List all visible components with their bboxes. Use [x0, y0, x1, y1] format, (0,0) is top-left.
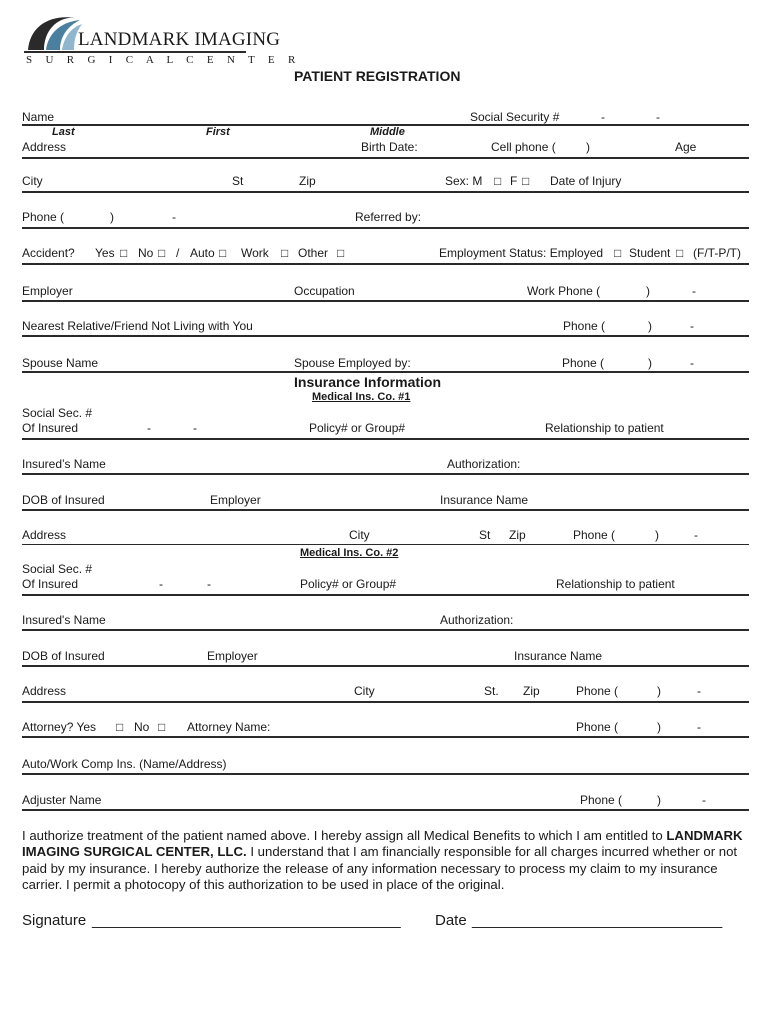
phone-label: Phone (	[22, 210, 65, 224]
relative-line[interactable]	[22, 335, 749, 337]
accident-yes-label: Yes	[95, 246, 115, 260]
student-label: Student	[629, 246, 671, 260]
attorney-yes-checkbox[interactable]: □	[116, 720, 124, 734]
accident-yes-checkbox[interactable]: □	[120, 246, 128, 260]
adjuster-phone-dash: -	[702, 793, 706, 807]
cell-phone-close: )	[586, 140, 590, 154]
ins1-dob-line[interactable]	[22, 509, 749, 511]
ssn-dash-1: -	[601, 110, 605, 124]
accident-line[interactable]	[22, 263, 749, 265]
ins1-st-label: St	[479, 528, 491, 542]
ins2-insureds-name-label: Insured's Name	[22, 613, 106, 627]
insurance-heading: Insurance Information	[294, 374, 442, 390]
ins1-address-label: Address	[22, 528, 67, 542]
spouse-employed-label: Spouse Employed by:	[294, 356, 411, 370]
sex-f-label: F	[510, 174, 518, 188]
birth-date-label: Birth Date:	[361, 140, 418, 154]
ins2-name-line[interactable]	[22, 629, 749, 631]
cell-phone-label: Cell phone (	[491, 140, 556, 154]
attorney-no-label: No	[134, 720, 150, 734]
attorney-label: Attorney? Yes	[22, 720, 97, 734]
attorney-phone-close: )	[657, 720, 661, 734]
employed-checkbox[interactable]: □	[614, 246, 622, 260]
ins2-insurance-name-label: Insurance Name	[514, 649, 603, 663]
ins2-authorization-label: Authorization:	[440, 613, 514, 627]
spouse-phone-dash: -	[690, 356, 694, 370]
ins1-insurance-name-label: Insurance Name	[440, 493, 529, 507]
ins1-phone-label: Phone (	[573, 528, 616, 542]
auto-checkbox[interactable]: □	[219, 246, 227, 260]
ins1-insureds-name-label: Insured’s Name	[22, 457, 106, 471]
sex-label: Sex: M	[445, 174, 483, 188]
work-phone-label: Work Phone (	[527, 284, 601, 298]
zip-label: Zip	[299, 174, 316, 188]
authorization-paragraph	[22, 828, 752, 894]
name-label: Name	[22, 110, 55, 124]
ins1-city-label: City	[349, 528, 370, 542]
phone-line[interactable]	[22, 227, 749, 229]
ins2-relationship-label: Relationship to patient	[556, 577, 675, 591]
ins2-ssn-dash-1: -	[159, 577, 163, 591]
ssn-label: Social Security #	[470, 110, 560, 124]
adjuster-label: Adjuster Name	[22, 793, 102, 807]
spouse-phone-close: )	[648, 356, 652, 370]
address-label: Address	[22, 140, 67, 154]
ins2-social-sec-label: Social Sec. #	[22, 562, 93, 576]
work-phone-close: )	[646, 284, 650, 298]
signature-line[interactable]: _____________________________________	[92, 912, 401, 929]
spouse-name-label: Spouse Name	[22, 356, 99, 370]
ins1-zip-label: Zip	[509, 528, 526, 542]
sex-m-checkbox[interactable]: □	[494, 174, 502, 188]
other-label: Other	[298, 246, 329, 260]
spouse-phone-label: Phone (	[562, 356, 605, 370]
occupation-label: Occupation	[294, 284, 355, 298]
ins2-dob-label: DOB of Insured	[22, 649, 105, 663]
spouse-line[interactable]	[22, 371, 749, 373]
ins2-phone-close: )	[657, 684, 661, 698]
date-line[interactable]: ______________________________	[472, 912, 723, 929]
attorney-line[interactable]	[22, 736, 749, 738]
ins1-ssn-dash-1: -	[147, 421, 151, 435]
employer-line[interactable]	[22, 300, 749, 302]
student-checkbox[interactable]: □	[676, 246, 684, 260]
employer-label: Employer	[22, 284, 73, 298]
adjuster-line[interactable]	[22, 809, 749, 811]
ins2-address-label: Address	[22, 684, 67, 698]
ft-pt-label: (F/T-P/T)	[693, 246, 741, 260]
city-line[interactable]	[22, 191, 749, 193]
ins1-name-line[interactable]	[22, 473, 749, 475]
work-label: Work	[241, 246, 269, 260]
employment-status-label: Employment Status: Employed	[439, 246, 604, 260]
ins1-ssn-line[interactable]	[22, 438, 749, 440]
ins1-ssn-dash-2: -	[193, 421, 197, 435]
st-label: St	[232, 174, 244, 188]
logo-name: LANDMARK IMAGING	[78, 29, 281, 50]
nearest-relative-label: Nearest Relative/Friend Not Living with You	[22, 319, 253, 333]
authorization-company-name: LANDMARK IMAGING SURGICAL CENTER, LLC.	[22, 828, 743, 860]
phone-close: )	[110, 210, 114, 224]
logo-subtitle: S U R G I C A L C E N T E R	[26, 54, 301, 66]
accident-no-label: No	[138, 246, 154, 260]
ins1-social-sec-label: Social Sec. #	[22, 406, 93, 420]
auto-work-comp-label: Auto/Work Comp Ins. (Name/Address)	[22, 757, 227, 771]
ins2-ssn-line[interactable]	[22, 594, 749, 596]
relative-phone-dash: -	[690, 319, 694, 333]
ins1-policy-label: Policy# or Group#	[309, 421, 406, 435]
city-label: City	[22, 174, 43, 188]
attorney-name-label: Attorney Name:	[187, 720, 271, 734]
ins1-employer-label: Employer	[210, 493, 261, 507]
phone-dash: -	[172, 210, 176, 224]
logo-divider	[24, 51, 246, 53]
ins2-zip-label: Zip	[523, 684, 540, 698]
referred-by-label: Referred by:	[355, 210, 422, 224]
date-label: Date	[435, 912, 467, 929]
adjuster-phone-label: Phone (	[580, 793, 623, 807]
ins2-address-line[interactable]	[22, 701, 749, 703]
auto-label: Auto	[190, 246, 215, 260]
accident-no-checkbox[interactable]: □	[158, 246, 166, 260]
ins1-authorization-label: Authorization:	[447, 457, 521, 471]
address-line[interactable]	[22, 157, 749, 159]
first-label: First	[206, 126, 230, 138]
ins1-phone-dash: -	[694, 528, 698, 542]
ins1-dob-label: DOB of Insured	[22, 493, 105, 507]
ins1-address-line[interactable]	[22, 544, 749, 545]
relative-phone-label: Phone (	[563, 319, 606, 333]
ins2-dob-line[interactable]	[22, 665, 749, 667]
ins2-phone-label: Phone (	[576, 684, 619, 698]
authorization-line-2: I understand that I am financially responsible for all charges incurred whether or not paid by my insurance. I hereby authorize the release of any information necessary to process my claim to my insurance carrier. I permit a photocopy of this authorization to be used in place of the original.	[22, 844, 738, 893]
authorization-line-1: I authorize treatment of the patient named above. I hereby assign all Medical Benefits to which I am entitled to	[22, 828, 663, 843]
accident-slash: /	[176, 246, 180, 260]
last-label: Last	[52, 126, 75, 138]
work-phone-dash: -	[692, 284, 696, 298]
work-checkbox[interactable]: □	[281, 246, 289, 260]
date-of-injury-label: Date of Injury	[550, 174, 622, 188]
signature-label: Signature	[22, 912, 87, 929]
ins2-policy-label: Policy# or Group#	[300, 577, 397, 591]
ins1-relationship-label: Relationship to patient	[545, 421, 664, 435]
ins2-phone-dash: -	[697, 684, 701, 698]
middle-label: Middle	[370, 126, 405, 138]
other-checkbox[interactable]: □	[337, 246, 345, 260]
ins2-employer-label: Employer	[207, 649, 258, 663]
landmark-logo-icon	[24, 12, 84, 52]
adjuster-phone-close: )	[657, 793, 661, 807]
ins2-st-label: St.	[484, 684, 499, 698]
relative-phone-close: )	[648, 319, 652, 333]
ins2-ssn-dash-2: -	[207, 577, 211, 591]
sex-f-checkbox[interactable]: □	[522, 174, 530, 188]
ins1-phone-close: )	[655, 528, 659, 542]
ins1-title: Medical Ins. Co. #1	[312, 391, 411, 403]
accident-label: Accident?	[22, 246, 75, 260]
ins2-of-insured-label: Of Insured	[22, 577, 79, 591]
attorney-phone-dash: -	[697, 720, 701, 734]
age-label: Age	[675, 140, 697, 154]
ins1-of-insured-label: Of Insured	[22, 421, 79, 435]
auto-work-line[interactable]	[22, 773, 749, 775]
ins2-title: Medical Ins. Co. #2	[300, 547, 399, 559]
ssn-dash-2: -	[656, 110, 660, 124]
attorney-phone-label: Phone (	[576, 720, 619, 734]
page-title: PATIENT REGISTRATION	[294, 68, 461, 84]
ins2-city-label: City	[354, 684, 375, 698]
attorney-no-checkbox[interactable]: □	[158, 720, 166, 734]
